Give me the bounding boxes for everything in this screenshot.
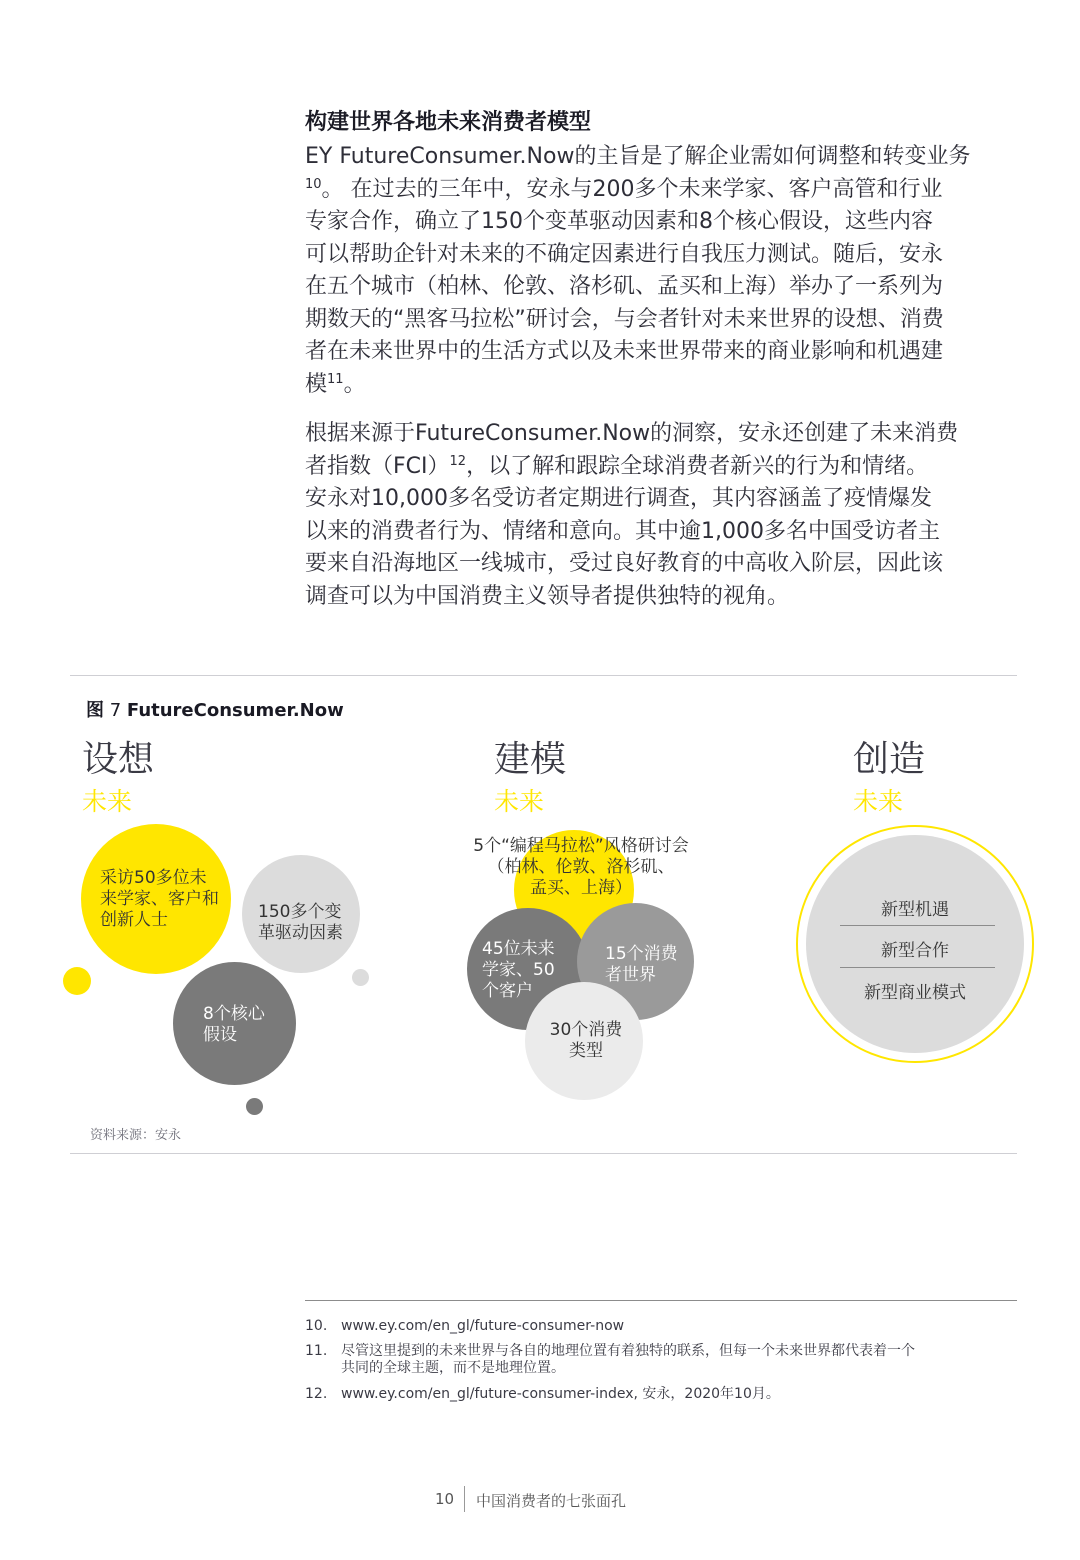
text-line: 45位未来 — [482, 939, 555, 959]
paragraph-line — [305, 369, 1005, 402]
imagine-yellow-text — [100, 868, 219, 931]
document-title: 中国消费者的七张面孔 — [476, 1492, 627, 1510]
paragraph-1 — [305, 141, 1005, 401]
figure-source: 资料来源：安永 — [90, 1128, 182, 1143]
imagine-subheading: 未来 — [82, 787, 133, 816]
model-dark-text — [482, 939, 555, 1002]
imagine-gray-text — [258, 902, 343, 944]
paragraph-text: 。 — [343, 371, 366, 397]
figure-label-title: FutureConsumer.Now — [126, 700, 344, 721]
model-mid-text — [605, 944, 678, 986]
create-subheading: 未来 — [853, 787, 904, 816]
footnote-text: 尽管这里提到的未来世界与各自的地理位置有着独特的联系，但每一个未来世界都代表着一个 — [341, 1343, 915, 1359]
model-light-text — [546, 1020, 626, 1062]
yellow-small-dot — [63, 967, 91, 995]
model-subheading: 未来 — [494, 787, 545, 816]
paragraph-text: 模 — [305, 371, 328, 397]
text-line: 假设 — [203, 1025, 237, 1045]
footnote-line — [305, 1386, 780, 1403]
paragraph-line: 专家合作，确立了150个变革驱动因素和8个核心假设，这些内容 — [305, 209, 933, 234]
footnote-number: 11. — [305, 1343, 328, 1359]
figure-bottom-divider — [70, 1153, 1017, 1154]
light-gray-small-dot — [352, 969, 369, 986]
section-title: 构建世界各地未来消费者模型 — [305, 110, 592, 135]
footnote-ref-10[interactable]: 10 — [305, 176, 322, 192]
model-workshop-text — [466, 836, 696, 899]
page-number: 10 — [435, 1490, 455, 1508]
text-line: 孟买、上海） — [530, 878, 632, 898]
paragraph-line — [305, 174, 1005, 207]
footnote-number: 10. — [305, 1318, 328, 1334]
paragraph-text: ，以了解和跟踪全球消费者新兴的行为和情绪。 — [466, 453, 929, 479]
figure-label-prefix: 图 — [86, 700, 104, 721]
footnote-10 — [305, 1318, 624, 1335]
imagine-heading: 设想 — [82, 739, 155, 780]
paragraph-line: 期数天的“黑客马拉松”研讨会，与会者针对未来世界的设想、消费 — [305, 306, 944, 332]
paragraph-line: 调查可以为中国消费主义领导者提供独特的视角。 — [305, 583, 790, 609]
footnote-line — [305, 1318, 624, 1335]
paragraph-line: 者在未来世界中的生活方式以及未来世界带来的商业影响和机遇建 — [305, 339, 944, 364]
footnote-link[interactable]: www.ey.com/en_gl/future-consumer-now — [341, 1318, 625, 1334]
text-line: 采访50多位未 — [100, 868, 207, 888]
create-item-opportunities: 新型机遇 — [881, 900, 949, 920]
imagine-dark-text — [203, 1004, 265, 1046]
text-line: 创新人士 — [100, 910, 168, 930]
create-heading: 创造 — [853, 739, 926, 780]
paragraph-line: 以来的消费者行为、情绪和意向。其中逾1,000多名中国受访者主 — [305, 518, 940, 544]
footnotes-divider — [305, 1300, 1017, 1301]
footnote-number: 12. — [305, 1386, 328, 1402]
footer-divider — [464, 1486, 465, 1512]
text-line: 类型 — [569, 1041, 603, 1061]
paragraph-line: 安永对10,000多名受访者定期进行调查，其内容涵盖了疫情爆发 — [305, 486, 932, 511]
text-line: 个客户 — [482, 981, 533, 1001]
footnote-link[interactable]: www.ey.com/en_gl/future-consumer-index, 安永，2020年10月。 — [341, 1386, 780, 1402]
footnote-text: 共同的全球主题，而不是地理位置。 — [341, 1360, 565, 1376]
create-divider — [840, 967, 995, 968]
text-line: 150多个变 — [258, 902, 342, 922]
paragraph-2 — [305, 418, 1005, 613]
create-item-partnerships: 新型合作 — [881, 941, 949, 961]
text-line: 30个消费 — [549, 1020, 623, 1040]
paragraph-text: 。 在过去的三年中，安永与200多个未来学家、客户高管和行业 — [321, 176, 943, 202]
create-item-business-models: 新型商业模式 — [864, 983, 966, 1003]
footnote-line — [305, 1343, 915, 1360]
figure-label-number: 7 — [109, 700, 122, 721]
text-line: 15个消费 — [605, 944, 678, 964]
text-line: （柏林、伦敦、洛杉矶、 — [487, 857, 675, 877]
paragraph-line — [305, 451, 1005, 484]
text-line: 学家、50 — [482, 960, 555, 980]
figure-label — [86, 696, 344, 722]
text-line: 8个核心 — [203, 1004, 265, 1024]
dark-gray-small-dot — [246, 1098, 263, 1115]
paragraph-line: EY FutureConsumer.Now的主旨是了解企业需如何调整和转变业务 — [305, 144, 971, 169]
text-line: 革驱动因素 — [258, 923, 343, 943]
paragraph-line: 根据来源于FutureConsumer.Now的洞察，安永还创建了未来消费 — [305, 421, 959, 446]
paragraph-line: 在五个城市（柏林、伦敦、洛杉矶、孟买和上海）举办了一系列为 — [305, 274, 944, 299]
figure-top-divider — [70, 675, 1017, 676]
paragraph-line: 要来自沿海地区一线城市，受过良好教育的中高收入阶层，因此该 — [305, 551, 944, 576]
footnote-11 — [305, 1343, 915, 1377]
footnote-ref-11[interactable]: 11 — [327, 371, 344, 387]
create-divider — [840, 925, 995, 926]
paragraph-text: 者指数（FCI） — [305, 453, 450, 479]
paragraph-line: 可以帮助企针对未来的不确定因素进行自我压力测试。随后，安永 — [305, 241, 944, 267]
text-line: 来学家、客户和 — [100, 889, 219, 909]
text-line: 5个“编程马拉松”风格研讨会 — [473, 836, 689, 856]
text-line: 者世界 — [605, 965, 656, 985]
footnote-12 — [305, 1386, 780, 1403]
footnote-ref-12[interactable]: 12 — [449, 453, 467, 469]
model-heading: 建模 — [494, 739, 567, 780]
